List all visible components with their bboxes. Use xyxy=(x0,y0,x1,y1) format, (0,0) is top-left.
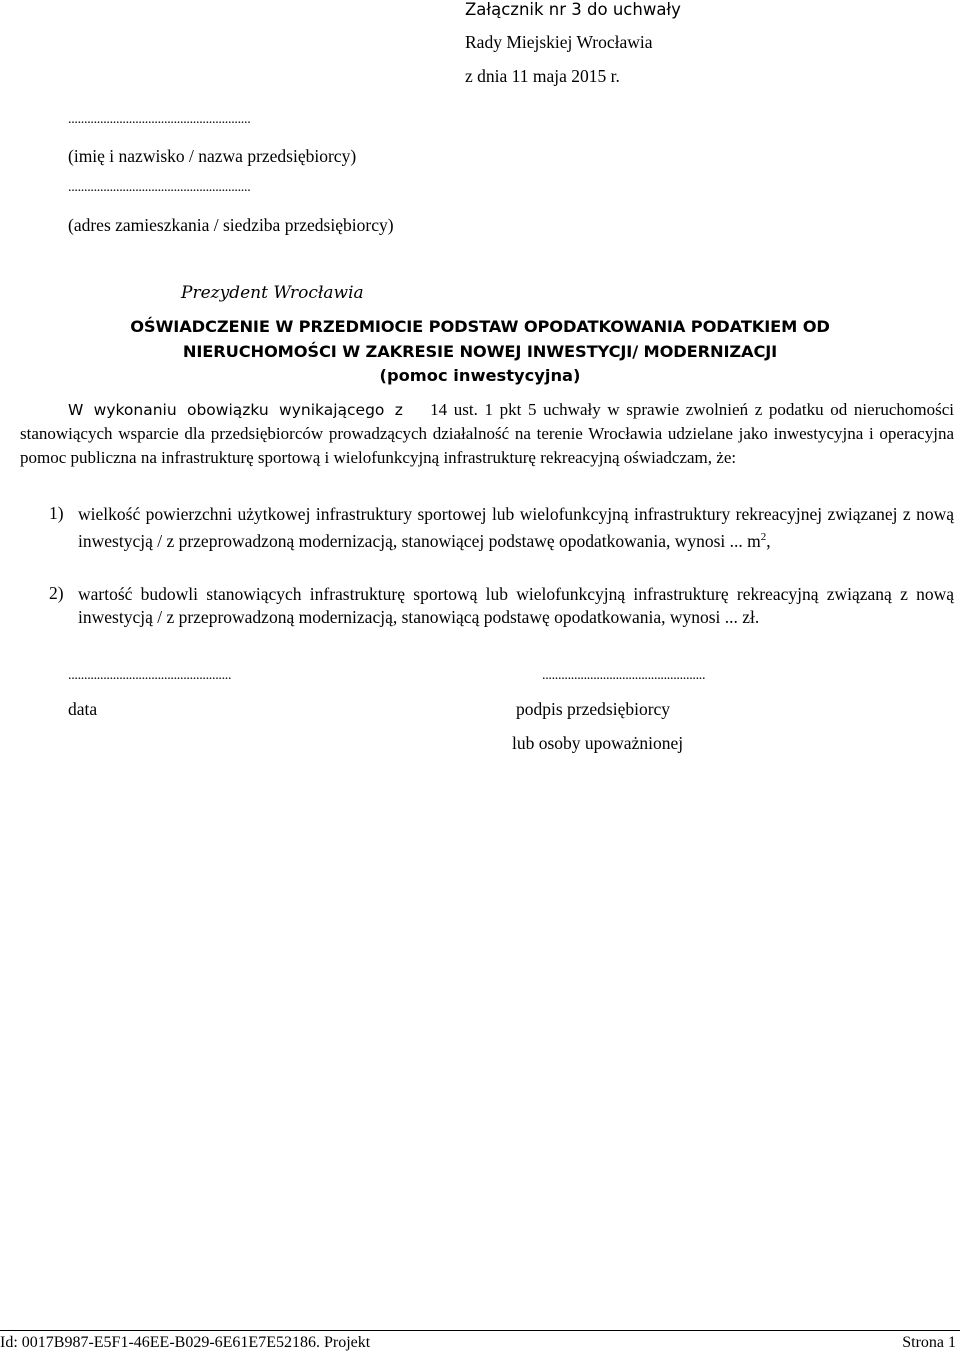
list-item-1-tail: , xyxy=(766,530,771,551)
intro-lead: W wykonaniu obowiązku wynikającego z xyxy=(68,401,403,419)
addressee: Prezydent Wrocławia xyxy=(181,283,364,303)
footer-id: Id: 0017B987-E5F1-46EE-B029-6E61E7E52186. Projekt xyxy=(0,1334,371,1351)
applicant-name-dots: ......................................................... xyxy=(68,112,251,127)
footer-page-number: Strona 1 xyxy=(902,1334,956,1351)
document-title-line-3: (pomoc inwestycyjna) xyxy=(379,366,581,385)
signature-label-2: lub osoby upoważnionej xyxy=(512,733,684,753)
signature-label-1: podpis przedsiębiorcy xyxy=(516,699,671,719)
list-item-1-text: wielkość powierzchni użytkowej infrastruktury sportowej lub wielofunkcyjną infrastruktury rekreacyjnej związanej z nową inwestycją / z przeprowadzoną modernizacją, stanowiącej podstawę opodatkowania, wynosi ... m xyxy=(78,504,954,551)
date-label: data xyxy=(68,699,98,719)
intro-paragraph xyxy=(20,398,954,470)
list-item-1 xyxy=(78,503,954,553)
applicant-name-label: (imię i nazwisko / nazwa przedsiębiorcy) xyxy=(68,146,357,166)
signature-dots: ................................................... xyxy=(542,668,706,683)
list-item-2 xyxy=(78,583,954,629)
applicant-address-label: (adres zamieszkania / siedziba przedsiębiorcy) xyxy=(68,215,394,235)
list-item-1-sup: 2 xyxy=(760,531,767,543)
date-dots: ................................................... xyxy=(68,668,232,683)
list-item-2-text: wartość budowli stanowiących infrastrukturę sportową lub wielofunkcyjną infrastrukturę rekreacyjną związaną z nową inwestycją / z przeprowadzoną modernizacją, stanowiącą podstawę opodatkowania, wynosi ... zł. xyxy=(78,584,954,627)
attachment-line-2: Rady Miejskiej Wrocławia xyxy=(465,32,653,52)
intro-body: 14 ust. 1 pkt 5 uchwały w sprawie zwolnień z podatku od nieruchomości stanowiących wsparcie dla przedsiębiorców prowadzących działalność na terenie Wrocławia udzielane jako inwestycyjna i operacyjna pomoc publiczna na infrastrukturę sportową i wielofunkcyjną infrastrukturę rekreacyjną oświadczam, że: xyxy=(20,400,955,467)
list-item-2-number: 2) xyxy=(49,583,64,603)
attachment-line-1: Załącznik nr 3 do uchwały xyxy=(465,0,681,19)
document-title-line-1: OŚWIADCZENIE W PRZEDMIOCIE PODSTAW OPODATKOWANIA PODATKIEM OD xyxy=(130,317,830,336)
applicant-address-dots: ......................................................... xyxy=(68,180,251,195)
footer-rule xyxy=(0,1330,960,1331)
list-item-1-number: 1) xyxy=(49,503,64,523)
attachment-line-3: z dnia 11 maja 2015 r. xyxy=(465,66,620,86)
document-title-line-2: NIERUCHOMOŚCI W ZAKRESIE NOWEJ INWESTYCJI/ MODERNIZACJI xyxy=(182,342,778,361)
